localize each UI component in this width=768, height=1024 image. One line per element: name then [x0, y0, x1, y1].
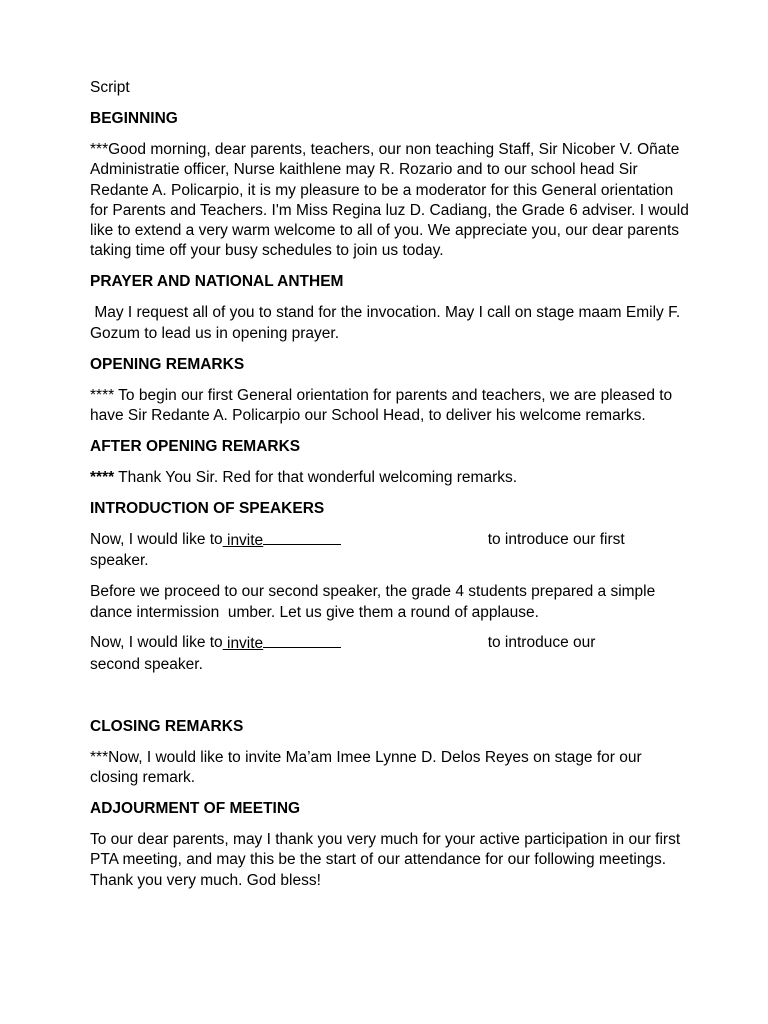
heading-prayer: PRAYER AND NATIONAL ANTHEM: [90, 273, 344, 291]
first-speaker-continuation: speaker.: [90, 552, 149, 570]
stars-marker: ****: [90, 468, 115, 486]
second-speaker-suffix: to introduce our: [487, 634, 596, 652]
paragraph-intermission: Before we proceed to our second speaker, the grade 4 students prepared a simple dance intermission umber. Let us give them a round of applause.: [90, 583, 660, 621]
paragraph-closing-remarks: ***Now, I would like to invite Ma’am Imee Lynne D. Delos Reyes on stage for our closing remark.: [90, 748, 642, 787]
paragraph-adjournment: To our dear parents, may I thank you very much for your active participation in our first PTA meeting, and may this be the start of our attendance for our following meetings. Thank you very much. God bless!: [90, 831, 681, 889]
paragraph-opening-remarks: **** To begin our first General orientation for parents and teachers, we are pleased to have Sir Redante A. Policarpio our School Head, to deliver his welcome remarks.: [90, 386, 673, 424]
first-speaker-prefix: Now, I would like to: [90, 530, 223, 548]
heading-beginning: BEGINNING: [90, 109, 178, 127]
first-speaker-blank-line: [263, 530, 341, 545]
heading-closing-remarks: CLOSING REMARKS: [90, 717, 244, 735]
first-speaker-suffix: to introduce our first: [487, 530, 625, 548]
document-page: [90, 78, 690, 902]
heading-opening-remarks: OPENING REMARKS: [90, 355, 245, 373]
second-speaker-prefix: Now, I would like to: [90, 634, 223, 652]
paragraph-prayer: May I request all of you to stand for the invocation. May I call on stage maam Emily F. Gozum to lead us in opening prayer.: [90, 304, 685, 342]
second-speaker-continuation: second speaker.: [90, 655, 203, 673]
second-speaker-blank: [223, 633, 355, 654]
paragraph-beginning: ***Good morning, dear parents, teachers, our non teaching Staff, Sir Nicober V. Oñate Administratie officer, Nurse kaithlene may R. Rozario and to our school head Sir Redante A. Policarpio, it is my pleasure to be a moderator for this General orientation for Parents and Teachers. I'm Miss Regina luz D. Cadiang, the Grade 6 adviser. I would like to extend a very warm welcome to all of you. We appreciate you, our dear parents taking time off your busy schedules to join us today.: [90, 140, 689, 260]
first-speaker-blank: [223, 530, 355, 551]
blank-gap: [355, 633, 488, 654]
heading-after-opening-remarks: AFTER OPENING REMARKS: [90, 437, 301, 455]
second-speaker-blank-line: [263, 633, 341, 648]
second-speaker-line: [90, 633, 690, 675]
first-speaker-line: [90, 530, 690, 572]
first-speaker-blank-text: invite: [222, 531, 264, 549]
spacer: [90, 675, 690, 706]
after-opening-text: Thank You Sir. Red for that wonderful welcoming remarks.: [114, 468, 518, 486]
heading-adjournment: ADJOURMENT OF MEETING: [90, 800, 301, 818]
document-title: Script: [90, 79, 130, 96]
second-speaker-blank-text: invite: [222, 635, 264, 653]
paragraph-after-opening-remarks: [90, 468, 690, 488]
blank-gap: [355, 530, 488, 551]
heading-introduction-of-speakers: INTRODUCTION OF SPEAKERS: [90, 499, 325, 517]
